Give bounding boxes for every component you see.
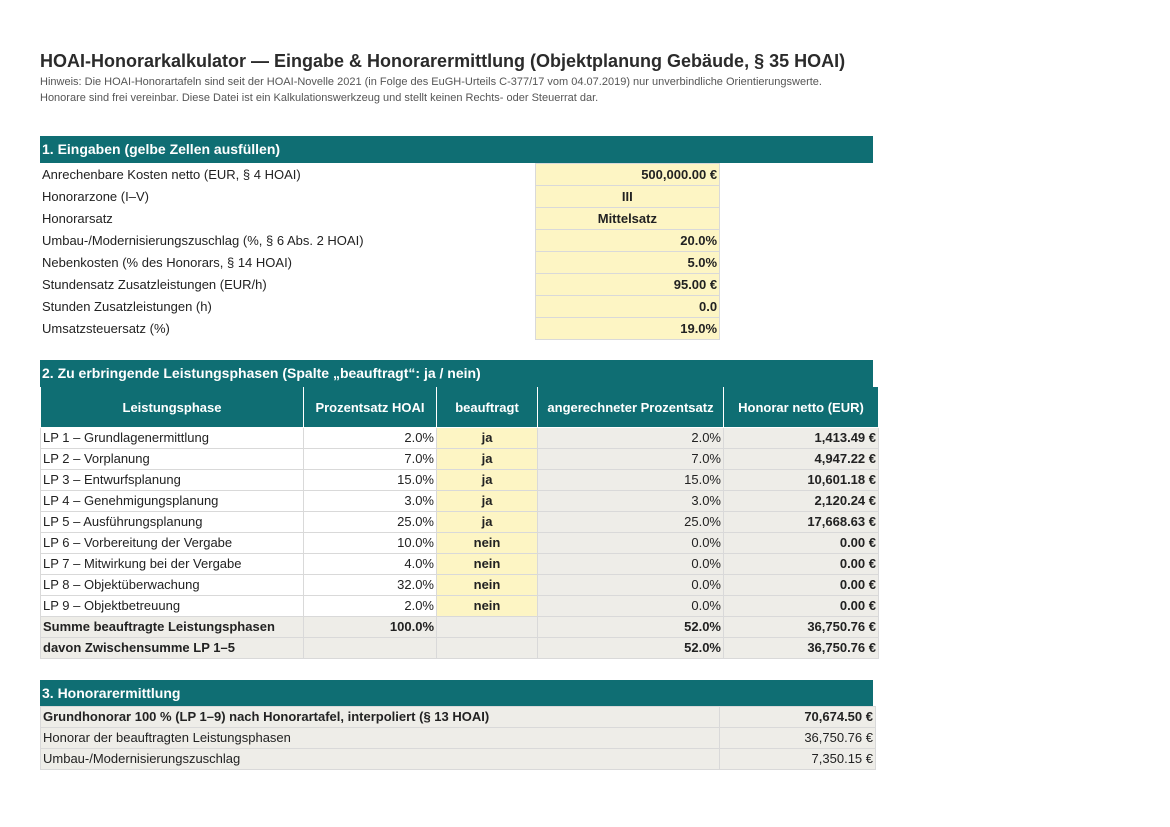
column-header-assigned: beauftragt <box>437 387 538 428</box>
phase-assigned-cell[interactable]: ja <box>437 470 538 491</box>
result-value: 70,674.50 € <box>720 707 876 728</box>
disclaimer-line-2: Honorare sind frei vereinbar. Diese Datei ist ein Kalkulationswerkzeug und stellt keinen Rechts- oder Steuerrat dar. <box>40 92 599 104</box>
input-row <box>40 252 873 274</box>
input-row <box>40 274 873 296</box>
phase-percent: 2.0% <box>304 596 437 617</box>
phase-assigned-cell[interactable]: ja <box>437 491 538 512</box>
table-row <box>41 470 879 491</box>
phase-credited: 0.0% <box>538 575 724 596</box>
section-phases-header: 2. Zu erbringende Leistungsphasen (Spalte „beauftragt“: ja / nein) <box>40 360 873 387</box>
phase-fee: 0.00 € <box>724 596 879 617</box>
table-row <box>41 512 879 533</box>
phase-name: LP 9 – Objektbetreuung <box>41 596 304 617</box>
phase-name: LP 6 – Vorbereitung der Vergabe <box>41 533 304 554</box>
phase-credited: 7.0% <box>538 449 724 470</box>
results-table <box>40 706 876 770</box>
input-cell-honorarsatz[interactable]: Mittelsatz <box>535 208 720 230</box>
phase-assigned-cell[interactable]: ja <box>437 449 538 470</box>
page-title: HOAI-Honorarkalkulator — Eingabe & Honorarermittlung (Objektplanung Gebäude, § 35 HOAI) <box>40 51 846 71</box>
phase-percent: 15.0% <box>304 470 437 491</box>
column-header-credited: angerechneter Prozentsatz <box>538 387 724 428</box>
phase-fee: 4,947.22 € <box>724 449 879 470</box>
phase-fee: 0.00 € <box>724 533 879 554</box>
disclaimer-line-1: Hinweis: Die HOAI-Honorartafeln sind seit der HOAI-Novelle 2021 (in Folge des EuGH-Urteils C-377/17 vom 04.07.2019) nur unverbindliche Orientierungswerte. <box>40 76 822 88</box>
input-row <box>40 186 873 208</box>
sum-fee: 36,750.76 € <box>724 617 879 638</box>
column-header-phase: Leistungsphase <box>41 387 304 428</box>
empty-cell <box>720 186 873 208</box>
phase-credited: 2.0% <box>538 428 724 449</box>
phase-fee: 17,668.63 € <box>724 512 879 533</box>
input-label: Stundensatz Zusatzleistungen (EUR/h) <box>42 276 267 292</box>
phase-name: LP 5 – Ausführungsplanung <box>41 512 304 533</box>
empty-cell <box>720 296 873 318</box>
input-label: Stunden Zusatzleistungen (h) <box>42 298 212 314</box>
input-label: Umbau-/Modernisierungszuschlag (%, § 6 Abs. 2 HOAI) <box>42 232 364 248</box>
table-row <box>41 575 879 596</box>
phase-credited: 3.0% <box>538 491 724 512</box>
input-cell-honorarzone[interactable]: III <box>535 186 720 208</box>
sum-label: Summe beauftragte Leistungsphasen <box>41 617 304 638</box>
table-row <box>41 428 879 449</box>
sum-row <box>41 617 879 638</box>
result-label: Grundhonorar 100 % (LP 1–9) nach Honorartafel, interpoliert (§ 13 HOAI) <box>41 707 720 728</box>
input-row <box>40 208 873 230</box>
empty-cell <box>720 274 873 296</box>
input-row <box>40 318 873 340</box>
phase-fee: 10,601.18 € <box>724 470 879 491</box>
empty-cell <box>720 318 873 340</box>
input-cell-stundensatz[interactable]: 95.00 € <box>535 274 720 296</box>
inputs-table <box>40 163 873 340</box>
phase-fee: 1,413.49 € <box>724 428 879 449</box>
empty-cell <box>437 638 538 659</box>
empty-cell <box>720 230 873 252</box>
phases-table <box>40 387 879 659</box>
result-value: 36,750.76 € <box>720 728 876 749</box>
input-cell-stunden[interactable]: 0.0 <box>535 296 720 318</box>
input-label: Honorarzone (I–V) <box>42 188 149 204</box>
empty-cell <box>720 164 873 186</box>
phase-percent: 7.0% <box>304 449 437 470</box>
phase-assigned-cell[interactable]: ja <box>437 428 538 449</box>
phase-credited: 25.0% <box>538 512 724 533</box>
subtotal-label: davon Zwischensumme LP 1–5 <box>41 638 304 659</box>
phase-assigned-cell[interactable]: nein <box>437 533 538 554</box>
table-row <box>41 533 879 554</box>
result-row <box>41 749 876 770</box>
input-label: Anrechenbare Kosten netto (EUR, § 4 HOAI) <box>42 166 301 182</box>
phase-fee: 2,120.24 € <box>724 491 879 512</box>
table-row <box>41 554 879 575</box>
input-cell-umbauzuschlag[interactable]: 20.0% <box>535 230 720 252</box>
phase-name: LP 7 – Mitwirkung bei der Vergabe <box>41 554 304 575</box>
result-value: 7,350.15 € <box>720 749 876 770</box>
table-row <box>41 449 879 470</box>
empty-cell <box>304 638 437 659</box>
table-row <box>41 491 879 512</box>
result-label: Honorar der beauftragten Leistungsphasen <box>41 728 720 749</box>
phases-header-row <box>41 387 879 428</box>
subtotal-row <box>41 638 879 659</box>
phase-assigned-cell[interactable]: ja <box>437 512 538 533</box>
phase-fee: 0.00 € <box>724 575 879 596</box>
phase-credited: 0.0% <box>538 533 724 554</box>
empty-cell <box>437 617 538 638</box>
phase-percent: 3.0% <box>304 491 437 512</box>
input-row <box>40 230 873 252</box>
input-row <box>40 164 873 186</box>
phase-percent: 4.0% <box>304 554 437 575</box>
column-header-percent: Prozentsatz HOAI <box>304 387 437 428</box>
phase-percent: 10.0% <box>304 533 437 554</box>
table-row <box>41 596 879 617</box>
phase-name: LP 4 – Genehmigungsplanung <box>41 491 304 512</box>
sum-percent: 100.0% <box>304 617 437 638</box>
section-results-header: 3. Honorarermittlung <box>40 680 873 706</box>
phase-name: LP 1 – Grundlagenermittlung <box>41 428 304 449</box>
empty-cell <box>720 252 873 274</box>
input-label: Nebenkosten (% des Honorars, § 14 HOAI) <box>42 254 293 270</box>
empty-cell <box>720 208 873 230</box>
phase-assigned-cell[interactable]: nein <box>437 596 538 617</box>
phase-name: LP 8 – Objektüberwachung <box>41 575 304 596</box>
input-cell-nebenkosten[interactable]: 5.0% <box>535 252 720 274</box>
input-row <box>40 296 873 318</box>
input-cell-umsatzsteuer[interactable]: 19.0% <box>535 318 720 340</box>
phase-name: LP 3 – Entwurfsplanung <box>41 470 304 491</box>
phase-name: LP 2 – Vorplanung <box>41 449 304 470</box>
phase-percent: 25.0% <box>304 512 437 533</box>
phase-credited: 0.0% <box>538 554 724 575</box>
input-label: Honorarsatz <box>42 210 113 226</box>
result-row <box>41 707 876 728</box>
phase-credited: 15.0% <box>538 470 724 491</box>
phase-fee: 0.00 € <box>724 554 879 575</box>
subtotal-fee: 36,750.76 € <box>724 638 879 659</box>
input-cell-anrechenbare-kosten[interactable]: 500,000.00 € <box>535 164 720 186</box>
column-header-fee: Honorar netto (EUR) <box>724 387 879 428</box>
phase-percent: 32.0% <box>304 575 437 596</box>
sum-credited: 52.0% <box>538 617 724 638</box>
phase-credited: 0.0% <box>538 596 724 617</box>
input-label: Umsatzsteuersatz (%) <box>42 320 170 336</box>
spreadsheet-sheet <box>40 48 876 770</box>
result-label: Umbau-/Modernisierungszuschlag <box>41 749 720 770</box>
phase-percent: 2.0% <box>304 428 437 449</box>
subtotal-credited: 52.0% <box>538 638 724 659</box>
phase-assigned-cell[interactable]: nein <box>437 554 538 575</box>
phase-assigned-cell[interactable]: nein <box>437 575 538 596</box>
result-row <box>41 728 876 749</box>
section-inputs-header: 1. Eingaben (gelbe Zellen ausfüllen) <box>40 136 873 163</box>
